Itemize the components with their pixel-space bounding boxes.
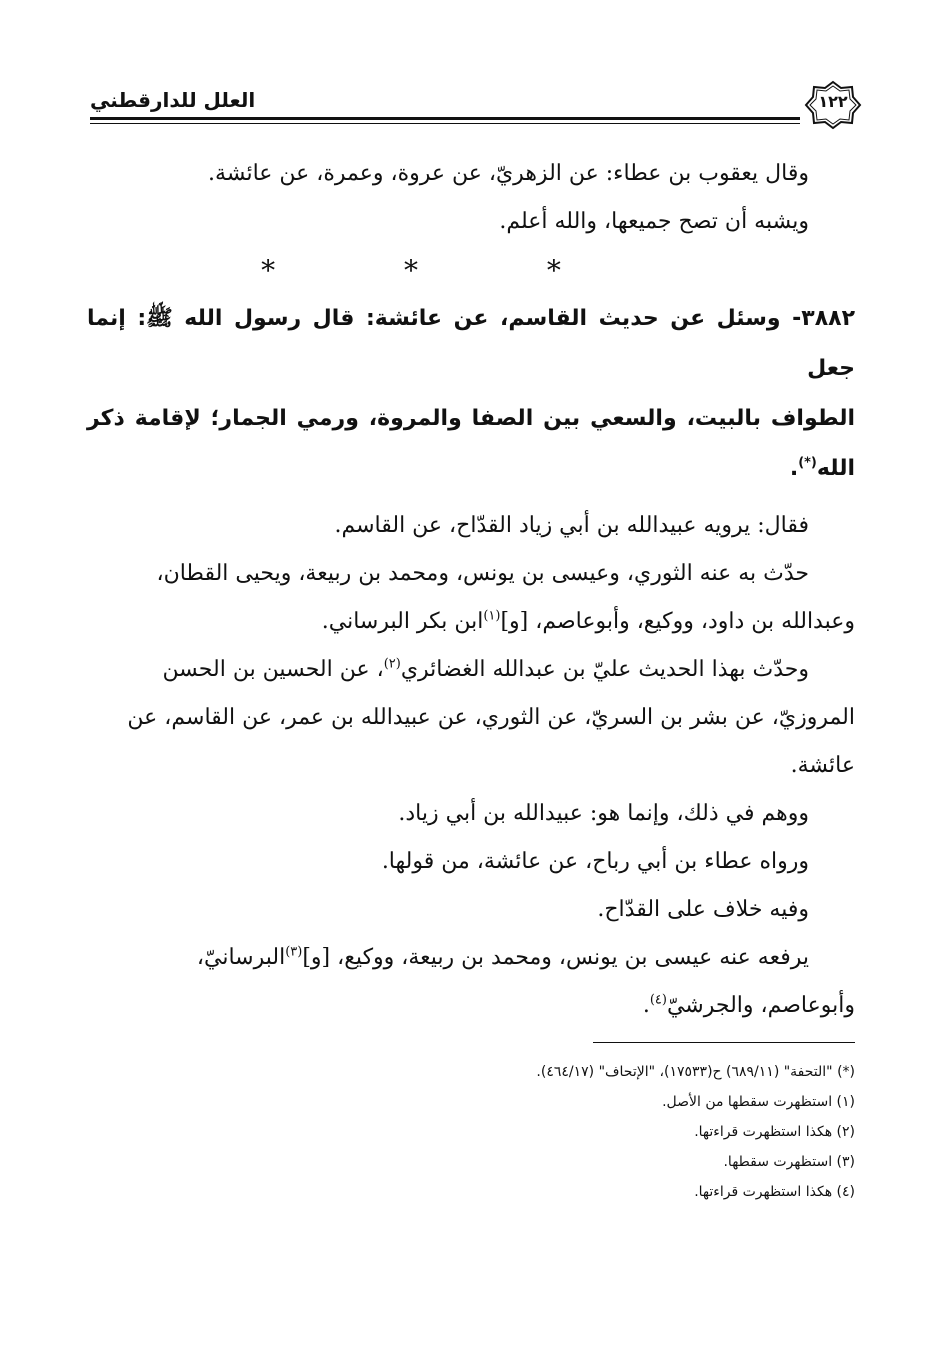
paragraph: وفيه خلاف على القدّاح. [597, 897, 809, 922]
question-heading-line: ٣٨٨٢- وسئل عن حديث القاسم، عن عائشة: قال رسول الله ﷺ: إنما جعل [87, 306, 855, 381]
paragraph: فقال: يرويه عبيدالله بن أبي زياد القدّاح، عن القاسم. [334, 513, 809, 538]
text-run: يرفعه عنه عيسى بن يونس، ومحمد بن ربيعة، ووكيع، [و] [302, 945, 809, 970]
heading-text: الطواف بالبيت، والسعي بين الصفا والمروة، ورمي الجمار؛ لإقامة ذكر الله [87, 406, 855, 481]
paragraph-line [87, 982, 855, 1030]
footnote: (١) استظهرت سقطها من الأصل. [662, 1094, 855, 1110]
footnote-marker: (٣) [285, 944, 303, 960]
footnote: (٤) هكذا استظهرت قراءتها. [694, 1184, 855, 1200]
running-title: العلل للدارقطني [90, 88, 256, 112]
header-rule-thick [90, 117, 800, 120]
question-heading-line [87, 394, 855, 494]
text-run: ، عن الحسين بن الحسن [162, 657, 384, 682]
footnote-marker: (*) [798, 455, 817, 471]
paragraph: ووهم في ذلك، وإنما هو: عبيدالله بن أبي زياد. [398, 801, 809, 826]
section-separator: * * * [261, 254, 621, 287]
footnote-marker: (٤) [649, 992, 667, 1008]
footnote-marker: (٢) [383, 656, 401, 672]
paragraph-line [87, 934, 855, 982]
text-run: ابن بكر البرساني. [321, 609, 484, 634]
paragraph-line: المروزيّ، عن بشر بن السريّ، عن الثوري، عن عبيدالله بن عمر، عن القاسم، عن [127, 705, 855, 730]
paragraph: ورواه عطاء بن أبي رباح، عن عائشة، من قولها. [381, 849, 809, 874]
footnote-marker: (١) [483, 608, 501, 624]
text-run: وحدّث بهذا الحديث عليّ بن عبدالله الغضائري [400, 657, 809, 682]
heading-punctuation: . [789, 456, 799, 481]
page-number: ١٢٢ [818, 92, 848, 111]
text-run: وعبدالله بن داود، ووكيع، وأبوعاصم، [و] [500, 609, 855, 634]
footnote: (٢) هكذا استظهرت قراءتها. [694, 1124, 855, 1140]
header-rule-thin [90, 123, 800, 124]
page-header [90, 80, 862, 130]
paragraph: وقال يعقوب بن عطاء: عن الزهريّ، عن عروة، وعمرة، عن عائشة. [208, 161, 809, 186]
text-run: البرسانيّ، [196, 945, 286, 970]
paragraph-line [87, 598, 855, 646]
footnotes [87, 1057, 855, 1207]
paragraph-line: حدّث به عنه الثوري، وعيسى بن يونس، ومحمد بن ربيعة، ويحيى القطان، [156, 561, 809, 586]
text-run: وأبوعاصم، والجرشيّ [666, 993, 855, 1018]
main-text [87, 150, 855, 1030]
paragraph: ويشبه أن تصح جميعها، والله أعلم. [499, 209, 809, 234]
paragraph-line: عائشة. [790, 753, 855, 778]
text-run: . [642, 993, 650, 1018]
footnote: (٣) استظهرت سقطها. [723, 1154, 855, 1170]
footnote: (*) "التحفة" (٦٨٩/١١) ح(١٧٥٣٣)، "الإتحاف" (٤٦٤/١٧). [536, 1064, 855, 1080]
footnote-separator [593, 1042, 855, 1043]
paragraph-line [87, 646, 855, 694]
